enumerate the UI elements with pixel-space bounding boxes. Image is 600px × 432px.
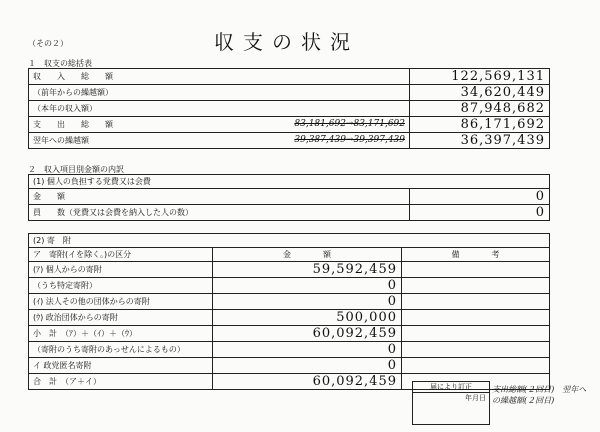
row-label: 収 入 総 額: [29, 69, 410, 85]
correction-note: 39,387,439→39,397,439: [294, 135, 405, 145]
table-row: [29, 205, 550, 221]
summary-row: [29, 117, 550, 133]
page-title: 収支の状況: [214, 30, 359, 54]
stamp-header: 届により訂正: [413, 382, 489, 393]
correction-stamp: [412, 381, 490, 425]
table-row: [29, 189, 550, 205]
table-row: [29, 326, 550, 342]
row-label: 員 数（党費又は会費を納入した人の数）: [29, 205, 410, 221]
stamp-note: 支出総額(２回目) 翌年への繰越額(２回目): [492, 385, 587, 405]
col-remarks: 備 考: [402, 248, 550, 262]
row-remarks: [402, 358, 550, 374]
row-label: （うち特定寄附）: [29, 278, 213, 294]
row-label: イ 政党匿名寄附: [29, 358, 213, 374]
row-label: (ｲ) 法人その他の団体からの寄附: [29, 294, 213, 310]
col-category: ア 寄附(イを除く。)の区分: [29, 248, 213, 262]
summary-row: [29, 101, 550, 117]
row-label: （寄附のうち寄附のあっせんによるもの）: [29, 342, 213, 358]
row-label: （前年からの繰越額）: [29, 85, 410, 101]
row-remarks: [402, 262, 550, 278]
row-label: 合 計 （ア＋イ）: [29, 374, 213, 390]
dues-heading: (1) 個人の負担する党費又は会費: [29, 175, 550, 189]
row-remarks: [402, 326, 550, 342]
correction-note: 83,181,692→83,171,692: [294, 119, 405, 129]
table-row: [29, 294, 550, 310]
row-label: 翌年への繰越額 39,387,439→39,397,439: [29, 133, 410, 149]
row-value: 0: [213, 278, 402, 294]
row-remarks: [402, 342, 550, 358]
table-row: [29, 262, 550, 278]
row-remarks: [402, 278, 550, 294]
row-value: 60,092,459: [213, 374, 402, 390]
row-label: （本年の収入額）: [29, 101, 410, 117]
section1-heading: １ 収支の総括表: [28, 59, 92, 68]
summary-row: [29, 85, 550, 101]
row-value: 34,620,449: [410, 85, 550, 101]
row-label: (ｳ) 政治団体からの寄附: [29, 310, 213, 326]
row-value: 0: [213, 342, 402, 358]
donation-table: [28, 233, 550, 390]
stamp-date-label: 年月日: [465, 394, 486, 402]
table-row: [29, 342, 550, 358]
col-amount: 金 額: [213, 248, 402, 262]
row-value: 60,092,459: [213, 326, 402, 342]
row-label: 金 額: [29, 189, 410, 205]
summary-row: [29, 69, 550, 85]
summary-row: [29, 133, 550, 149]
row-value: 0: [213, 358, 402, 374]
row-value: 59,592,459: [213, 262, 402, 278]
row-value: 0: [410, 205, 550, 221]
row-label: 小 計 （ｱ）＋（ｲ）＋（ｳ）: [29, 326, 213, 342]
row-remarks: [402, 310, 550, 326]
row-value: 0: [213, 294, 402, 310]
table-row: [29, 310, 550, 326]
row-value: 500,000: [213, 310, 402, 326]
section2-heading: ２ 収入項目別金額の内訳: [28, 165, 124, 174]
row-value: 36,397,439: [410, 133, 550, 149]
table-row: [29, 278, 550, 294]
row-value: 0: [410, 189, 550, 205]
row-label: 支 出 総 額 83,181,692→83,171,692: [29, 117, 410, 133]
row-label: (ｱ) 個人からの寄附: [29, 262, 213, 278]
part-label: （その２）: [28, 39, 68, 48]
row-value: 87,948,682: [410, 101, 550, 117]
row-remarks: [402, 294, 550, 310]
summary-table: [28, 68, 550, 149]
donation-col-header: [29, 248, 550, 262]
row-value: 122,569,131: [410, 69, 550, 85]
row-value: 86,171,692: [410, 117, 550, 133]
donation-heading: (2) 寄 附: [29, 234, 550, 248]
table-row: [29, 358, 550, 374]
dues-table: [28, 174, 550, 221]
